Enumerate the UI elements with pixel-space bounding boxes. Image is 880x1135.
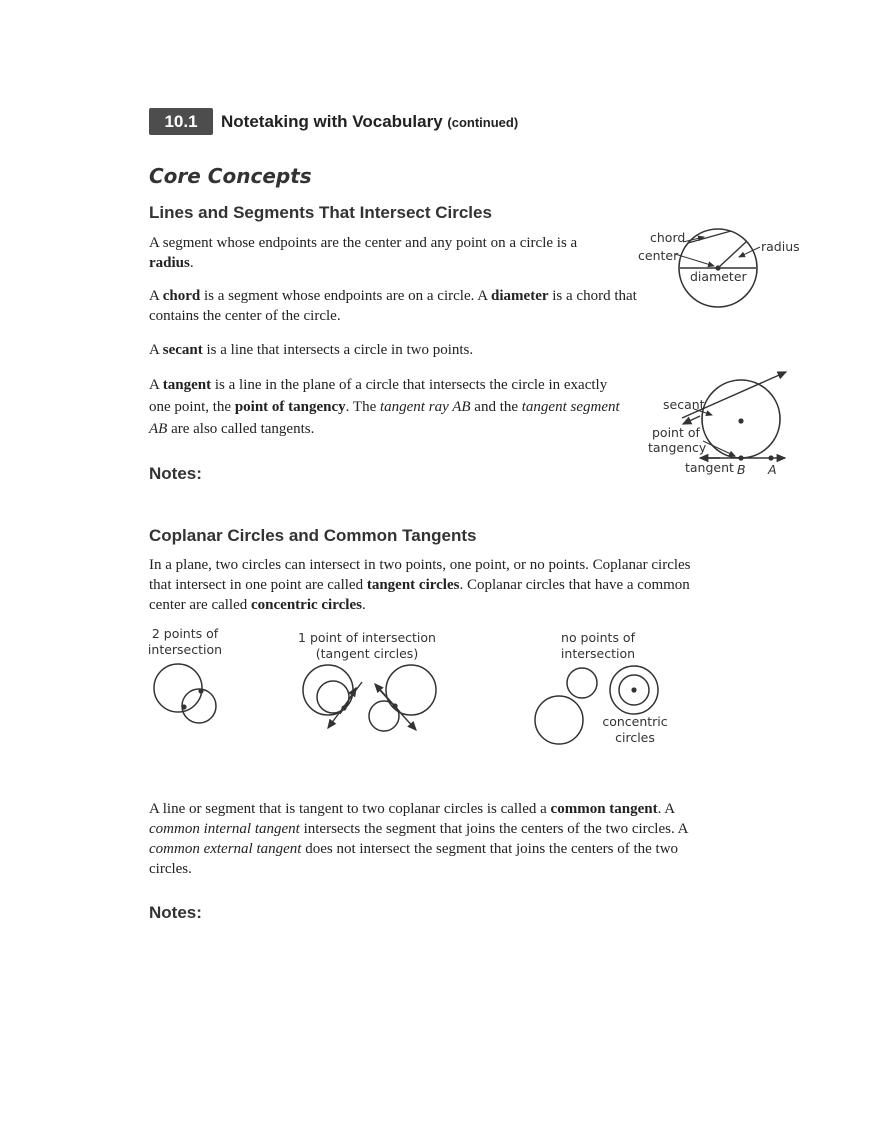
radius-pointer [739,247,760,257]
one-point-label: 1 point of intersection (tangent circles) [298,630,436,661]
chord-label: chord [650,230,686,245]
circle-center-2 [738,418,743,423]
chord-definition: A chord is a segment whose endpoints are on a circle. A diameter is a chord that contains the center of the circle. [149,288,637,324]
radius-line [718,241,747,268]
circle-parts-diagram [638,229,800,307]
secant-arrow-left [683,416,700,424]
common-tangent-definition: A line or segment that is tangent to two coplanar circles is called a common tangent. A common internal tangent intersects the segment that joins the centers of the two circles. A common external tangent does not intersect the segment that joins the centers of the two circles. [149,801,688,877]
secant-tangent-diagram [648,372,786,477]
coplanar-intro: In a plane, two circles can intersect in two points, one point, or no points. Coplanar circles that intersect in one point are called tangent circles. Coplanar circles that have a common center are called concentric circles. [149,557,691,613]
radius-label: radius [761,239,800,254]
one-point-figure [303,665,436,731]
section-badge: 10.1 [149,108,213,135]
two-points-label: 2 points of intersection [147,626,223,657]
concentric-label: concentric circles [602,714,668,745]
a-label: A [768,462,777,477]
secant-definition: A secant is a line that intersects a circle in two points. [149,342,474,358]
center-label: center [638,248,679,263]
point-of-label: point of [652,425,700,440]
tangent-label: tangent [685,460,734,475]
point-a [768,455,773,460]
tangent-definition: A tangent is a line in the plane of a circle that intersects the circle in exactly one point, the point of tangency. The tangent ray AB and the tangent segment AB are also called tangents. [149,377,620,437]
concentric-center [631,687,636,692]
page-title: Notetaking with Vocabulary (continued) [221,112,519,131]
point-b [738,455,743,460]
continued-label: (continued) [447,115,519,130]
b-label: B [737,462,746,477]
radius-definition: A segment whose endpoints are the center and any point on a circle is a radius. [149,235,578,271]
no-points-label: no points of intersection [560,630,636,661]
intersection-point [198,688,203,693]
section-heading-coplanar: Coplanar Circles and Common Tangents [149,526,477,545]
intersection-point [181,704,186,709]
secant-label: secant [663,397,705,412]
notes-label-1: Notes: [149,464,202,483]
notes-label-2: Notes: [149,903,202,922]
diameter-label: diameter [690,269,747,284]
tangency-label: tangency [648,440,707,455]
tangency-pointer [703,441,735,456]
center-pointer [675,254,714,266]
two-points-figure [154,664,216,723]
core-concepts-heading: Core Concepts [149,164,312,188]
section-heading-lines-segments: Lines and Segments That Intersect Circles [149,203,492,222]
